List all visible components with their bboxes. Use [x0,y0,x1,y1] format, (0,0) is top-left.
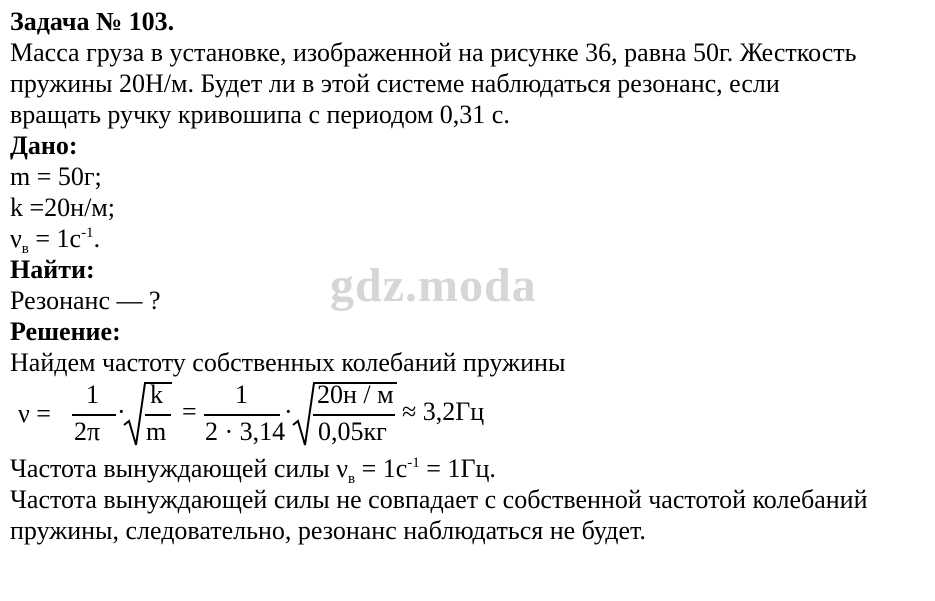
forcing-frequency [10,453,925,487]
given-mass: m = 50г; [10,162,102,191]
radical-1-numerator: k [150,380,163,409]
problem-line-3: вращать ручку кривошипа с периодом 0,31 с. [10,100,510,129]
formula-result: ≈ 3,2Гц [402,397,485,426]
given-frequency [10,223,925,257]
find-value: Резонанс — ? [10,286,161,315]
given-frequency-symbol: ν [10,224,22,253]
formula-dot-2: · [284,397,293,426]
given-frequency-value: = 1с [28,224,82,253]
forcing-frequency-text: Частота вынуждающей силы ν [10,454,348,483]
solution-intro: Найдем частоту собственных колебаний пружины [10,348,566,377]
fraction-bar-4 [313,414,395,416]
formula-denominator-1: 2π [74,417,101,446]
problem-title: Задача № 103. [10,7,175,36]
fraction-bar-3 [204,414,280,416]
frequency-formula [10,381,925,451]
solution-heading: Решение: [10,317,121,346]
formula-dot-1: · [117,397,126,426]
formula-denominator-2: 2 · 3,14 [205,417,286,446]
problem-line-1: Масса груза в установке, изображенной на рисунке 36, равна 50г. Жесткость [10,38,857,67]
radical-2-denominator: 0,05кг [318,417,387,446]
radical-1-denominator: m [146,417,167,446]
forcing-frequency-exponent: -1 [407,455,420,471]
given-heading: Дано: [10,131,78,160]
forcing-frequency-value: = 1с [355,454,408,483]
formula-numerator-2: 1 [235,380,248,409]
given-stiffness: k =20н/м; [10,193,115,222]
formula-lhs: ν = [18,399,51,428]
given-frequency-subscript: в [21,241,29,257]
forcing-frequency-result: = 1Гц. [419,454,496,483]
problem-line-2: пружины 20Н/м. Будет ли в этой системе наблюдаться резонанс, если [10,69,780,98]
forcing-frequency-subscript: в [347,471,356,487]
given-frequency-end: . [93,224,101,253]
formula-equals: = [182,397,197,426]
radical-2-numerator: 20н / м [317,380,394,409]
fraction-bar-1 [72,414,116,416]
fraction-bar-2 [145,414,171,416]
given-frequency-exponent: -1 [81,225,94,241]
formula-numerator-1: 1 [86,380,99,409]
watermark-logo: gdz.moda [330,259,537,312]
find-heading: Найти: [10,255,95,284]
conclusion: Частота вынуждающей силы не совпадает с собственной частотой колебаний пружины, следовательно, резонанс наблюдаться не будет. [10,485,868,545]
